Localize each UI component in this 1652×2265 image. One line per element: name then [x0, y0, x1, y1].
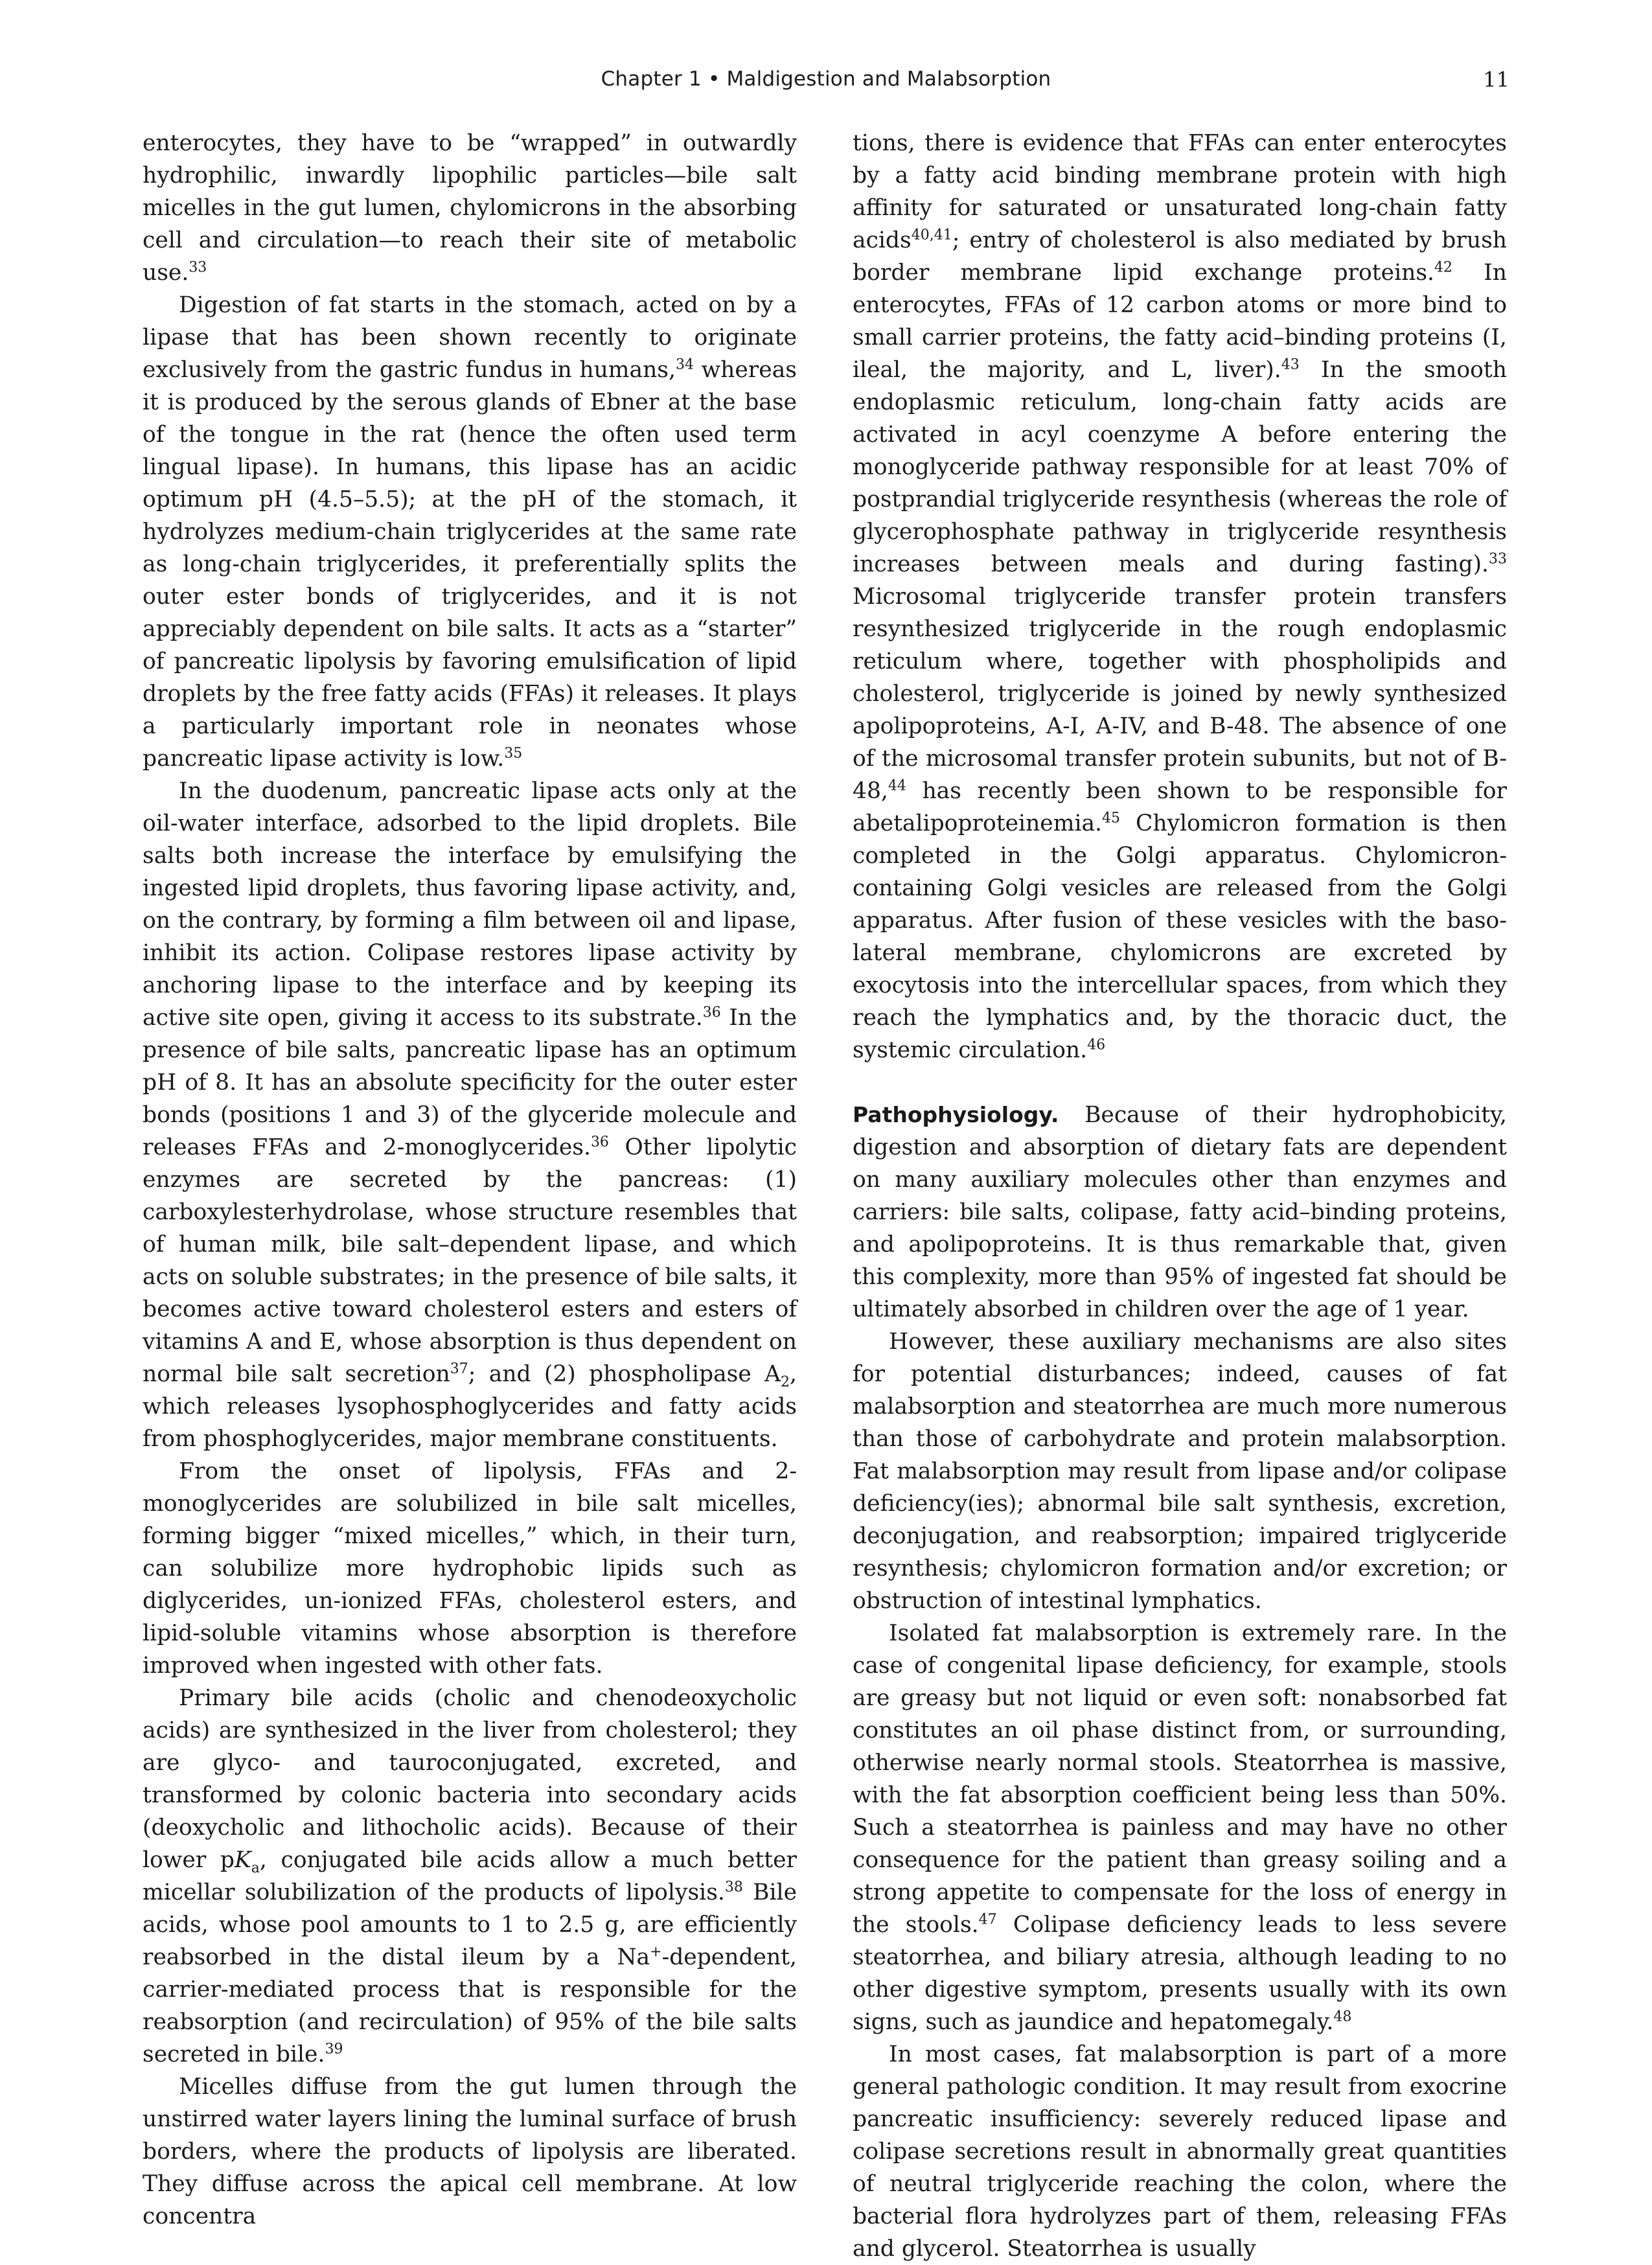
paragraph: In most cases, fat malabsorption is part of a more general pathologic condition. It may result from exocrine pancreatic insufficiency: severely reduced lipase and colipase secretions result in abnormally great quantities of neutral triglyceride reaching the colon, where the bacterial flora hydrolyzes part of them, releasing FFAs and glycerol. Steatorrhea is usually [853, 2041, 1507, 2262]
paragraph: Pathophysiology. Because of their hydrophobicity, digestion and absorption of dietary fats are dependent on many auxiliary molecules other than enzymes and carriers: bile salts, colipase, fatty acid–binding proteins, and apolipoproteins. It is thus remarkable that, given this complexity, more than 95% of ingested fat should be ultimately absorbed in children over the age of 1 year. [853, 1102, 1507, 1322]
left-column [143, 127, 797, 2229]
page-number: 11 [1483, 67, 1509, 92]
paragraph: Primary bile acids (cholic and chenodeoxycholic acids) are synthesized in the liver from cholesterol; they are glyco- and tauroconjugated, excreted, and transformed by colonic bacteria into secondary acids (deoxycholic and lithocholic acids). Because of their lower $pK_a$, conjugated bile acids allow a much better micellar solubilization of the products of lipolysis.$^{38}$ Bile acids, whose pool amounts to 1 to 2.5 g, are efficiently reabsorbed in the distal ileum by a Na+-dependent, carrier-mediated process that is responsible for the reabsorption (and recirculation) of 95% of the bile salts secreted in bile.$^{39}$ [143, 1685, 797, 2067]
page-header [143, 67, 1509, 106]
paragraph: Isolated fat malabsorption is extremely rare. In the case of congenital lipase deficiency, for example, stools are greasy but not liquid or even soft: nonabsorbed fat constitutes an oil phase distinct from, or surrounding, otherwise nearly normal stools. Steatorrhea is massive, with the fat absorption coefficient being less than 50%. Such a steatorrhea is painless and may have no other consequence for the patient than greasy soiling and a strong appetite to compensate for the loss of energy in the stools.$^{47}$ Colipase deficiency leads to less severe steatorrhea, and biliary atresia, although leading to no other digestive symptom, presents usually with its own signs, such as jaundice and hepatomegaly.$^{48}$ [853, 1620, 1507, 2035]
paragraph: tions, there is evidence that FFAs can enter enterocytes by a fatty acid binding membrane protein with high affinity for saturated or unsaturated long-chain fatty acids$^{40,41}$; entry of cholesterol is also mediated by brush border membrane lipid exchange proteins.$^{42}$ In enterocytes, FFAs of 12 carbon atoms or more bind to small carrier proteins, the fatty acid–binding proteins (I, ileal, the majority, and L, liver).$^{43}$ In the smooth endoplasmic reticulum, long-chain fatty acids are activated in acyl coenzyme A before entering the monoglyceride pathway responsible for at least 70% of postprandial triglyceride resynthesis (whereas the role of glycerophosphate pathway in triglyceride resynthesis increases between meals and during fasting).$^{33}$ Microsomal triglyceride transfer protein transfers resynthesized triglyceride in the rough endoplasmic reticulum where, together with phospholipids and cholesterol, triglyceride is joined by newly synthesized apolipoproteins, A-I, A-IV, and B-48. The absence of one of the microsomal transfer protein subunits, but not of B-48,44 has recently been shown to be responsible for abetalipoproteinemia.$^{45}$ Chylomicron formation is then completed in the Golgi apparatus. Chylomicron-containing Golgi vesicles are released from the Golgi apparatus. After fusion of these vesicles with the basolateral membrane, chylomicrons are excreted by exocytosis into the intercellular spaces, from which they reach the lymphatics and, by the thoracic duct, the systemic circulation.$^{46}$ [853, 130, 1508, 1063]
paragraph: However, these auxiliary mechanisms are also sites for potential disturbances; indeed, causes of fat malabsorption and steatorrhea are much more numerous than those of carbohydrate and protein malabsorption. Fat malabsorption may result from lipase and/or colipase deficiency(ies); abnormal bile salt synthesis, excretion, deconjugation, and reabsorption; impaired triglyceride resynthesis; chylomicron formation and/or excretion; or obstruction of intestinal lymphatics. [853, 1329, 1507, 1614]
running-title: Chapter 1 • Maldigestion and Malabsorption [601, 67, 1051, 91]
right-column [853, 127, 1508, 2262]
paragraph: Digestion of fat starts in the stomach, acted on by a lipase that has been shown recently to originate exclusively from the gastric fundus in humans,$^{34}$ whereas it is produced by the serous glands of Ebner at the base of the tongue in the rat (hence the often used term lingual lipase). In humans, this lipase has an acidic optimum pH (4.5–5.5); at the pH of the stomach, it hydrolyzes medium-chain triglycerides at the same rate as long-chain triglycerides, it preferentially splits the outer ester bonds of triglycerides, and it is not appreciably dependent on bile salts. It acts as a “starter” of pancreatic lipolysis by favoring emulsification of lipid droplets by the free fatty acids (FFAs) it releases. It plays a particularly important role in neonates whose pancreatic lipase activity is low.$^{35}$ [143, 292, 797, 772]
section-heading: Pathophysiology. [853, 1102, 1059, 1127]
paragraph: In the duodenum, pancreatic lipase acts only at the oil-water interface, adsorbed to the lipid droplets. Bile salts both increase the interface by emulsifying the ingested lipid droplets, thus favoring lipase activity, and, on the contrary, by forming a film between oil and lipase, inhibit its action. Colipase restores lipase activity by anchoring lipase to the interface and by keeping its active site open, giving it access to its substrate.$^{36}$ In the presence of bile salts, pancreatic lipase has an optimum pH of 8. It has an absolute specificity for the outer ester bonds (positions 1 and 3) of the glyceride molecule and releases FFAs and 2-monoglycerides.$^{36}$ Other lipolytic enzymes are secreted by the pancreas: (1) carboxylesterhydrolase, whose structure resembles that of human milk, bile salt–dependent lipase, and which acts on soluble substrates; in the presence of bile salts, it becomes active toward cholesterol esters and esters of vitamins A and E, whose absorption is thus dependent on normal bile salt secretion$^{37}$; and (2) phospholipase $A_2$, which releases lysophosphoglycerides and fatty acids from phosphoglycerides, major membrane constituents. [143, 778, 797, 1452]
paragraph: Micelles diffuse from the gut lumen through the unstirred water layers lining the luminal surface of brush borders, where the products of lipolysis are liberated. They diffuse across the apical cell membrane. At low concentra [143, 2074, 797, 2229]
paragraph: From the onset of lipolysis, FFAs and 2-monoglycerides are solubilized in bile salt micelles, forming bigger “mixed micelles,” which, in their turn, can solubilize more hydrophobic lipids such as diglycerides, un-ionized FFAs, cholesterol esters, and lipid-soluble vitamins whose absorption is therefore improved when ingested with other fats. [143, 1458, 797, 1679]
paragraph: enterocytes, they have to be “wrapped” in outwardly hydrophilic, inwardly lipophilic particles—bile salt micelles in the gut lumen, chylomicrons in the absorbing cell and circulation—to reach their site of metabolic use.$^{33}$ [143, 130, 797, 286]
